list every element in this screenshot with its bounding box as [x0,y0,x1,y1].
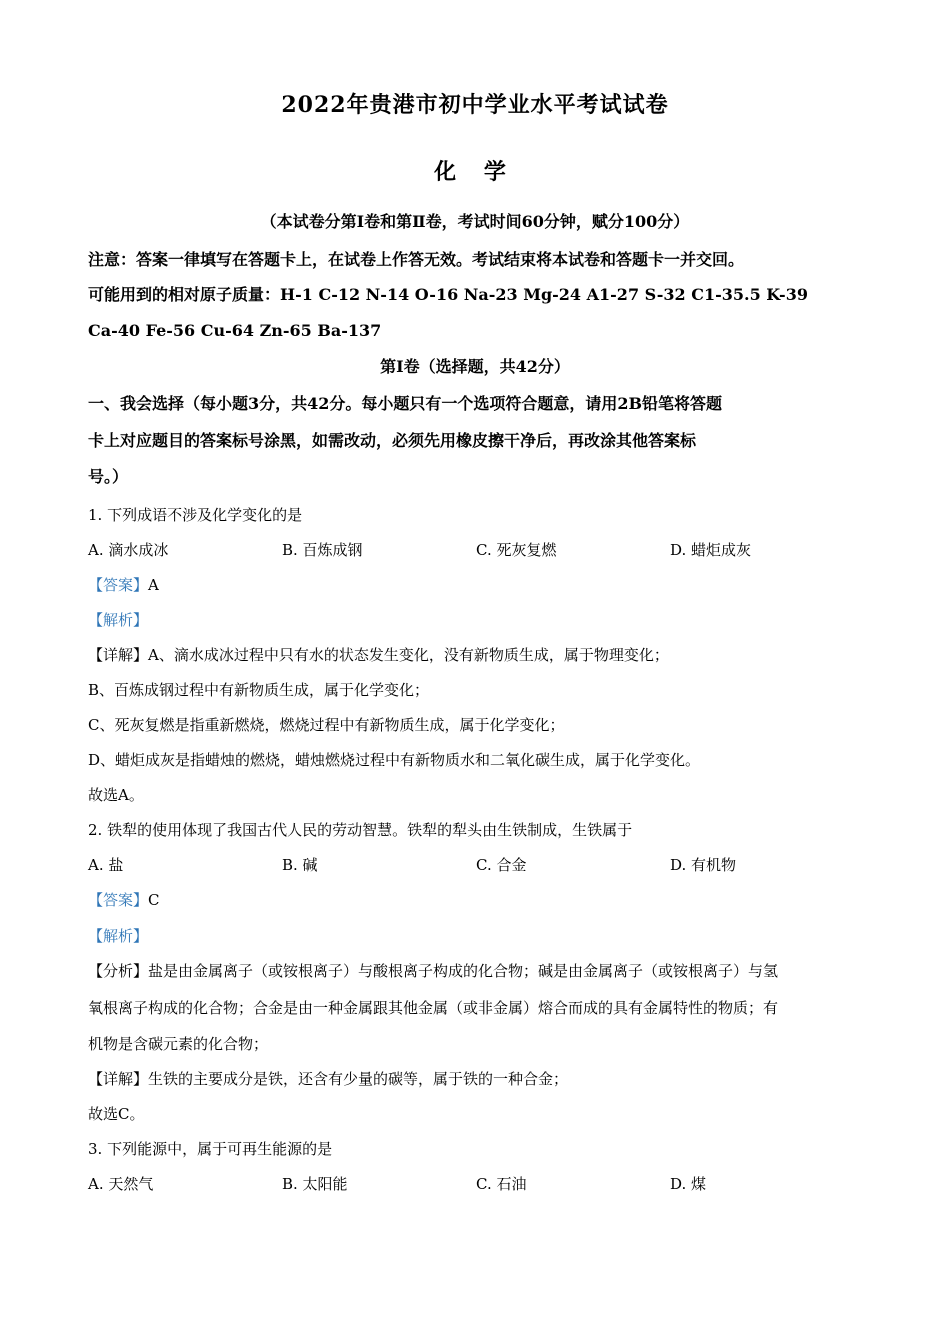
q1-option-d: D. 蜡炬成灰 [670,541,752,559]
q2-stem: 2. 铁犁的使用体现了我国古代人民的劳动智慧。铁犁的犁头由生铁制成，生铁属于 [88,821,633,839]
q1-conclusion: 故选A。 [88,786,144,804]
q1-option-a: A. 滴水成冰 [88,541,169,559]
q1-stem: 1. 下列成语不涉及化学变化的是 [88,506,303,524]
q2-conclusion: 故选C。 [88,1105,145,1123]
detail-label: 【详解】 [88,646,149,664]
section-instruction-1: 一、我会选择（每小题3分，共42分。每小题只有一个选项符合题意，请用2B铅笔将答题 [88,394,723,413]
q2-option-c: C. 合金 [476,856,527,874]
answer-label: 【答案】 [88,576,149,594]
q1-detail-d: D、蜡炬成灰是指蜡烛的燃烧，蜡烛燃烧过程中有新物质水和二氧化碳生成，属于化学变化。 [88,751,701,769]
subject-title: 化 学 [434,159,516,185]
q3-option-a: A. 天然气 [88,1175,154,1193]
q3-stem: 3. 下列能源中，属于可再生能源的是 [88,1140,333,1158]
section-instruction-3: 号。） [88,467,129,486]
exam-title: 2022年贵港市初中学业水平考试试卷 [281,92,669,118]
section-instruction-2: 卡上对应题目的答案标号涂黑，如需改动，必须先用橡皮擦干净后，再改涂其他答案标 [88,431,697,450]
q1-answer-value: A [148,576,159,594]
q3-option-d: D. 煤 [670,1175,707,1193]
section-title: 第I卷（选择题，共42分） [380,357,570,376]
q1-option-b: B. 百炼成钢 [282,541,363,559]
atomic-mass-line-1: 可能用到的相对原子质量：H-1 C-12 N-14 O-16 Na-23 Mg-24 A1-27 S-32 C1-35.5 K-39 [88,285,808,304]
q2-analysis [88,926,148,946]
q3-option-b: B. 太阳能 [282,1175,348,1193]
exam-note: （本试卷分第I卷和第Ⅱ卷，考试时间60分钟，赋分100分） [260,212,690,231]
analysis-label: 【解析】 [88,927,149,945]
fenxi-label: 【分析】 [88,962,149,980]
q2-fenxi-3: 机物是含碳元素的化合物； [88,1035,269,1053]
q2-detail: 【详解】生铁的主要成分是铁，还含有少量的碳等，属于铁的一种合金； [88,1070,569,1088]
q2-fenxi-1: 【分析】盐是由金属离子（或铵根离子）与酸根离子构成的化合物；碱是由金属离子（或铵根离子）与氢 [88,962,779,980]
q2-option-b: B. 碱 [282,856,318,874]
q3-option-c: C. 石油 [476,1175,527,1193]
q1-detail-b: B、百炼成钢过程中有新物质生成，属于化学变化； [88,681,430,699]
q2-option-d: D. 有机物 [670,856,737,874]
q1-detail-c: C、死灰复燃是指重新燃烧，燃烧过程中有新物质生成，属于化学变化； [88,716,565,734]
answer-label: 【答案】 [88,891,149,909]
q2-answer [88,890,160,910]
detail-label: 【详解】 [88,1070,149,1088]
q2-option-a: A. 盐 [88,856,124,874]
q1-analysis [88,610,148,630]
q1-option-c: C. 死灰复燃 [476,541,557,559]
q1-answer [88,575,159,595]
q1-detail-a: 【详解】A、滴水成冰过程中只有水的状态发生变化，没有新物质生成，属于物理变化； [88,646,669,664]
analysis-label: 【解析】 [88,611,149,629]
notice: 注意：答案一律填写在答题卡上，在试卷上作答无效。考试结束将本试卷和答题卡一并交回。 [88,250,745,269]
q2-fenxi-2: 氧根离子构成的化合物；合金是由一种金属跟其他金属（或非金属）熔合而成的具有金属特性的物质；有 [88,999,779,1017]
atomic-mass-line-2: Ca-40 Fe-56 Cu-64 Zn-65 Ba-137 [88,321,382,340]
q2-answer-value: C [148,891,160,909]
